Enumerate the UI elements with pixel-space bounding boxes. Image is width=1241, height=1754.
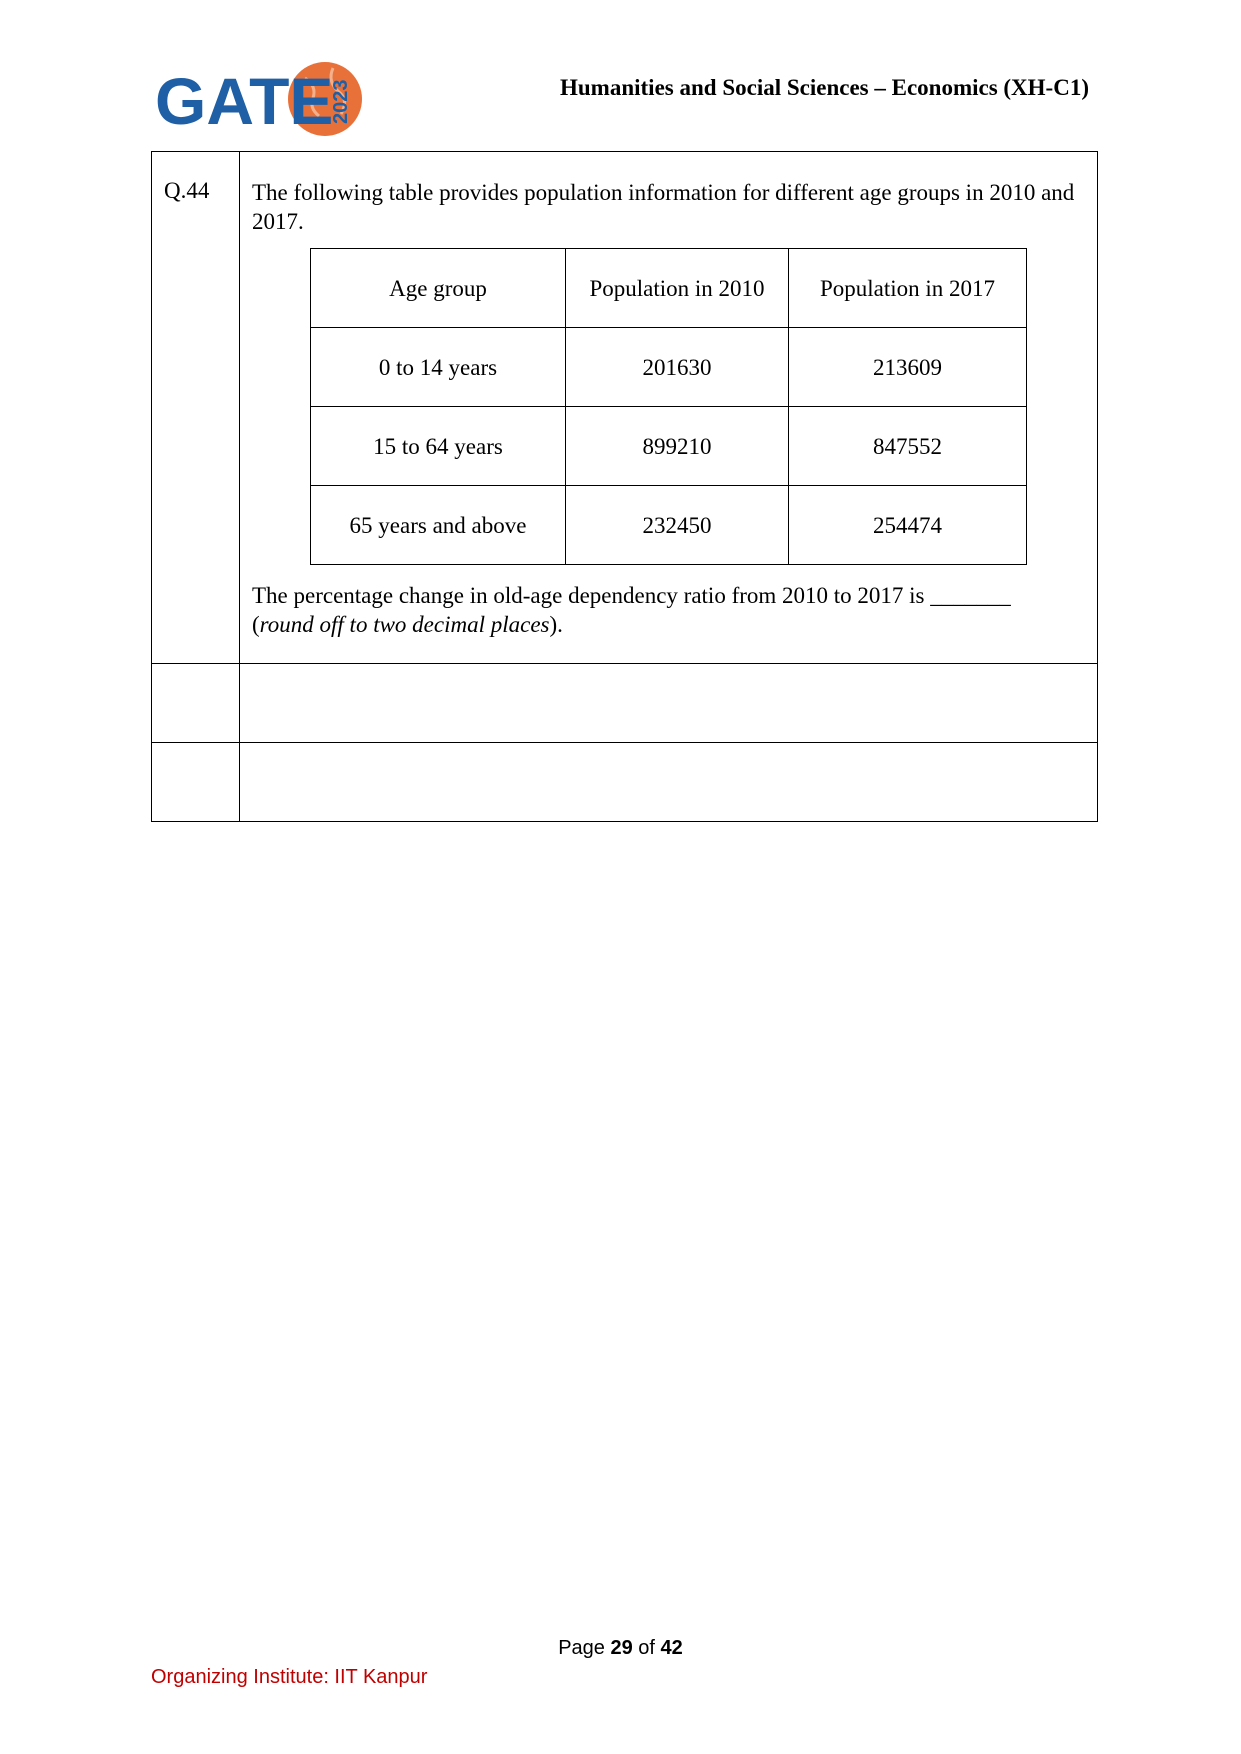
page-total: 42 (660, 1637, 683, 1659)
logo-gate-text: GATE (155, 64, 334, 138)
prompt-rounding-note: round off to two decimal places (259, 612, 550, 637)
table-row (311, 407, 1027, 486)
answer-row (152, 664, 1098, 743)
table-cell: 254474 (789, 486, 1027, 565)
table-cell: 201630 (566, 328, 789, 407)
explanation-row (152, 743, 1098, 822)
organizing-institute: Organizing Institute: IIT Kanpur (151, 1666, 428, 1688)
answer-cell (240, 664, 1098, 743)
table-cell: 213609 (789, 328, 1027, 407)
table-cell: 0 to 14 years (311, 328, 566, 407)
question-body (240, 152, 1098, 664)
table-cell: 232450 (566, 486, 789, 565)
page-of: of (632, 1637, 661, 1659)
prompt-main: The percentage change in old-age dependency ratio from 2010 to 2017 is _______ (252, 583, 1011, 608)
page-current: 29 (610, 1637, 633, 1659)
table-row (311, 328, 1027, 407)
table-header-cell: Age group (311, 249, 566, 328)
table-cell: 15 to 64 years (311, 407, 566, 486)
population-table (310, 248, 1027, 565)
table-cell: 65 years and above (311, 486, 566, 565)
question-intro: The following table provides population information for different age groups in 2010 and 2017. (252, 180, 1075, 234)
prompt-close-paren: ). (549, 612, 563, 637)
question-row (152, 152, 1098, 664)
explanation-label-cell (152, 743, 240, 822)
header-title: Humanities and Social Sciences – Economics (XH-C1) (560, 75, 1089, 100)
table-cell: 847552 (789, 407, 1027, 486)
table-header-cell: Population in 2010 (566, 249, 789, 328)
prompt-open-paren: ( (252, 612, 260, 637)
table-cell: 899210 (566, 407, 789, 486)
question-number: Q.44 (152, 152, 240, 664)
table-row (311, 486, 1027, 565)
table-header-row (311, 249, 1027, 328)
explanation-cell (240, 743, 1098, 822)
gate-2023-logo (155, 58, 370, 140)
question-prompt (252, 581, 1085, 639)
question-frame (151, 151, 1098, 822)
table-header-cell: Population in 2017 (789, 249, 1027, 328)
page-number (0, 1637, 1241, 1660)
answer-label-cell (152, 664, 240, 743)
logo-year-text: 2023 (330, 79, 352, 124)
page-prefix: Page (558, 1637, 611, 1659)
